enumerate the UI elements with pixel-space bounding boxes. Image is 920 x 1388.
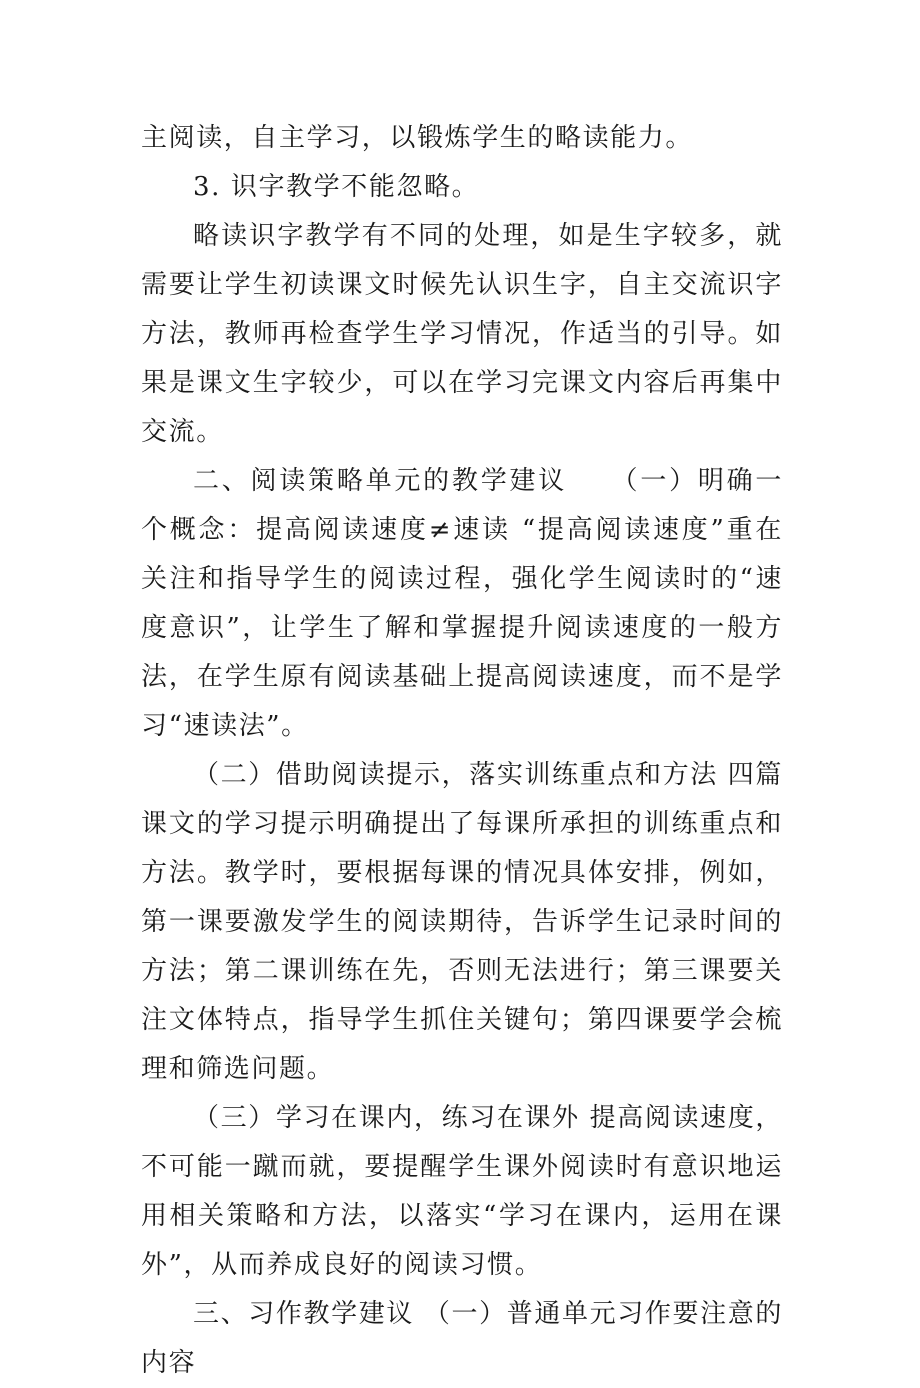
paragraph-2: 3. 识字教学不能忽略。 — [193, 172, 480, 202]
paragraph-4: 二、阅读策略单元的教学建议 （一）明确一个概念：提高阅读速度≠速读 “提高阅读速度”重在关注和指导学生的阅读过程，强化学生阅读时的“速度意识”，让学生了解和掌握提升阅读速度的一般方法，在学生原有阅读基础上提高阅读速度，而不是学习“速读法”。 — [141, 466, 783, 741]
paragraph-3: 略读识字教学有不同的处理，如是生字较多，就需要让学生初读课文时候先认识生字，自主交流识字方法，教师再检查学生学习情况，作适当的引导。如果是课文生字较少，可以在学习完课文内容后再集中交流。 — [141, 221, 783, 447]
document-body — [141, 114, 783, 1388]
paragraph-1: 主阅读，自主学习，以锻炼学生的略读能力。 — [141, 123, 694, 153]
paragraph-6: （三）学习在课内，练习在课外 提高阅读速度，不可能一蹴而就，要提醒学生课外阅读时有意识地运用相关策略和方法，以落实“学习在课内，运用在课外”，从而养成良好的阅读习惯。 — [141, 1103, 783, 1280]
paragraph-5: （二）借助阅读提示，落实训练重点和方法 四篇课文的学习提示明确提出了每课所承担的训练重点和方法。教学时，要根据每课的情况具体安排，例如，第一课要激发学生的阅读期待，告诉学生记录时间的方法；第二课训练在先，否则无法进行；第三课要关注文体特点，指导学生抓住关键句；第四课要学会梳理和筛选问题。 — [141, 760, 783, 1084]
paragraph-7: 三、习作教学建议 （一）普通单元习作要注意的内容 — [141, 1299, 783, 1378]
